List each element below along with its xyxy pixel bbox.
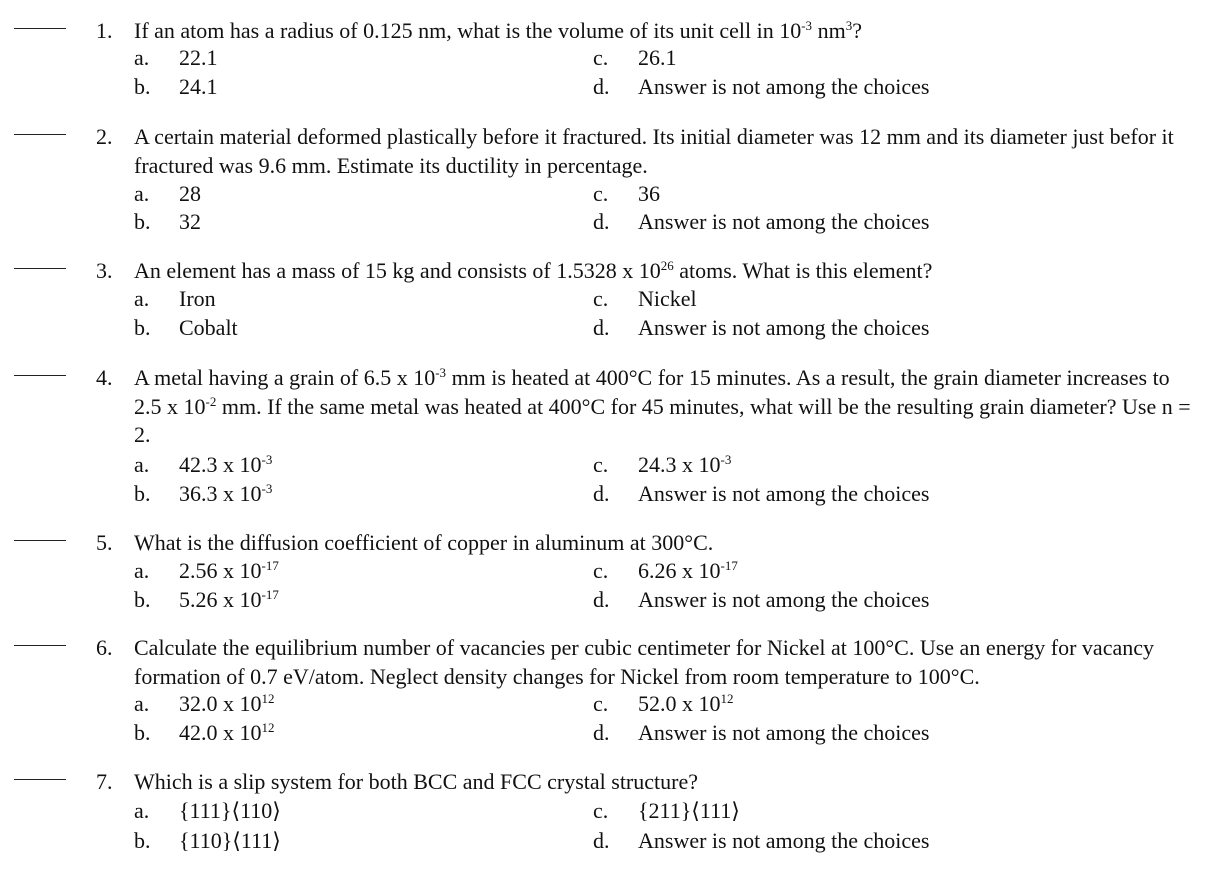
choice-letter: a. xyxy=(134,181,150,206)
choice-letter: a. xyxy=(134,286,150,311)
choice-letter: c. xyxy=(593,45,609,70)
question-stem: A metal having a grain of 6.5 x $10^{-3}$ mm is heated at 400°C for 15 minutes. As a result, the grain diameter increases to 2.5 x $10^{-2}$ mm. If the same metal was heated at 400°C for 45 minutes, what will be the resulting grain diameter? Use n = 2. xyxy=(134,365,1191,447)
choice-letter: c. xyxy=(593,452,609,477)
superscript: 3 xyxy=(845,18,853,33)
choice-text: Answer is not among the choices xyxy=(638,587,930,612)
choice-letter: d. xyxy=(593,315,610,340)
choice-letter: d. xyxy=(593,481,610,506)
superscript: -3 xyxy=(261,452,273,467)
choice-text: Answer is not among the choices xyxy=(638,209,930,234)
choice-text: 52.0 x $10^{12}$ xyxy=(638,691,734,716)
question-stem: If an atom has a radius of 0.125 nm, what is the volume of its unit cell in $10^{-3}$ $nm^3$? xyxy=(134,18,862,43)
choice-letter: c. xyxy=(593,286,609,311)
choice-letter: b. xyxy=(134,481,151,506)
choice-letter: a. xyxy=(134,691,150,716)
choice-letter: c. xyxy=(593,798,609,823)
choice-text: Cobalt xyxy=(179,315,238,340)
superscript: -17 xyxy=(261,558,279,573)
choice-text: 32 xyxy=(179,209,201,234)
question-number: 7. xyxy=(96,769,113,794)
answer-blank-3[interactable] xyxy=(14,268,66,269)
question-stem: What is the diffusion coefficient of copper in aluminum at 300°C. xyxy=(134,530,714,555)
answer-blank-1[interactable] xyxy=(14,28,66,29)
choice-letter: a. xyxy=(134,452,150,477)
choice-letter: a. xyxy=(134,45,150,70)
superscript: -17 xyxy=(261,587,279,602)
superscript: -2 xyxy=(205,393,217,409)
choice-letter: d. xyxy=(593,587,610,612)
question-stem: Calculate the equilibrium number of vacancies per cubic centimeter for Nickel at 100°C. Use an energy for vacancy formation of 0.7 eV/atom. Neglect density changes for Nickel from room temperature to 100°C. xyxy=(134,635,1154,689)
choice-text: Nickel xyxy=(638,286,697,311)
choice-text: 24.3 x $10^{-3}$ xyxy=(638,452,732,477)
choice-text: Answer is not among the choices xyxy=(638,315,930,340)
choice-text: 42.0 x $10^{12}$ xyxy=(179,720,275,745)
choice-text: 28 xyxy=(179,181,201,206)
superscript: 12 xyxy=(720,691,734,706)
choice-text: 5.26 x $10^{-17}$ xyxy=(179,587,279,612)
choice-text: 6.26 x $10^{-17}$ xyxy=(638,558,738,583)
choice-text: Answer is not among the choices xyxy=(638,828,930,853)
choice-letter: a. xyxy=(134,558,150,583)
superscript: -3 xyxy=(720,452,732,467)
choice-text: 36.3 x $10^{-3}$ xyxy=(179,481,273,506)
choice-letter: d. xyxy=(593,828,610,853)
choice-letter: b. xyxy=(134,828,151,853)
question-number: 4. xyxy=(96,365,113,390)
question-stem: An element has a mass of 15 kg and consists of 1.5328 x $10^{26}$ atoms. What is this element? xyxy=(134,258,933,283)
question-number: 6. xyxy=(96,635,113,660)
choice-letter: d. xyxy=(593,209,610,234)
superscript: 26 xyxy=(660,258,674,273)
question-number: 1. xyxy=(96,18,113,43)
choice-text: {110}⟨111⟩ xyxy=(179,828,281,853)
superscript: -3 xyxy=(801,18,813,33)
choice-text: {211}⟨111⟩ xyxy=(638,798,740,823)
superscript: -17 xyxy=(720,558,738,573)
choice-letter: b. xyxy=(134,209,151,234)
choice-text: 26.1 xyxy=(638,45,677,70)
choice-letter: d. xyxy=(593,74,610,99)
choice-letter: c. xyxy=(593,558,609,583)
superscript: -3 xyxy=(435,365,447,380)
choice-letter: c. xyxy=(593,181,609,206)
choice-text: Answer is not among the choices xyxy=(638,74,930,99)
choice-text: 36 xyxy=(638,181,660,206)
question-number: 2. xyxy=(96,124,113,149)
answer-blank-5[interactable] xyxy=(14,540,66,541)
superscript: 12 xyxy=(261,691,275,706)
choice-text: {111}⟨110⟩ xyxy=(179,798,281,823)
choice-text: Answer is not among the choices xyxy=(638,720,930,745)
choice-letter: b. xyxy=(134,315,151,340)
choice-text: 22.1 xyxy=(179,45,218,70)
superscript: 12 xyxy=(261,720,275,735)
question-number: 3. xyxy=(96,258,113,283)
answer-blank-6[interactable] xyxy=(14,645,66,646)
answer-blank-2[interactable] xyxy=(14,134,66,135)
choice-letter: d. xyxy=(593,720,610,745)
choice-letter: c. xyxy=(593,691,609,716)
choice-text: 2.56 x $10^{-17}$ xyxy=(179,558,279,583)
choice-letter: b. xyxy=(134,74,151,99)
question-stem: A certain material deformed plastically before it fractured. Its initial diameter was 12 mm and its diameter just befor it fractured was 9.6 mm. Estimate its ductility in percentage. xyxy=(134,124,1174,178)
choice-letter: a. xyxy=(134,798,150,823)
choice-text: 42.3 x $10^{-3}$ xyxy=(179,452,273,477)
choice-text: 24.1 xyxy=(179,74,218,99)
choice-text: Iron xyxy=(179,286,216,311)
choice-letter: b. xyxy=(134,587,151,612)
choice-text: 32.0 x $10^{12}$ xyxy=(179,691,275,716)
superscript: -3 xyxy=(261,481,273,496)
choice-text: Answer is not among the choices xyxy=(638,481,930,506)
answer-blank-4[interactable] xyxy=(14,375,66,376)
choice-letter: b. xyxy=(134,720,151,745)
answer-blank-7[interactable] xyxy=(14,779,66,780)
question-number: 5. xyxy=(96,530,113,555)
question-stem: Which is a slip system for both BCC and FCC crystal structure? xyxy=(134,769,698,794)
